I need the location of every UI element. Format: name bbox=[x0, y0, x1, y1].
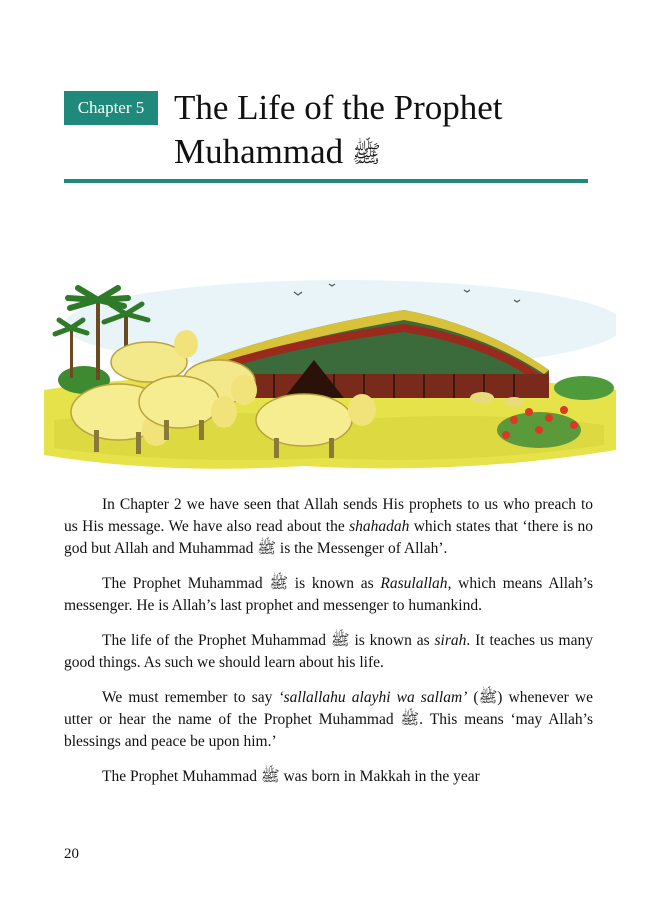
text-run: which states that ‘there is no god but Allah and Muhammad ﷺ is the Messenger of Allah’. bbox=[64, 518, 593, 557]
paragraph-2 bbox=[64, 573, 593, 617]
title-divider bbox=[64, 179, 588, 183]
text-run: , which means Allah’s messenger. He is Allah’s last prophet and messenger to humankind. bbox=[64, 575, 593, 614]
title-line-2 bbox=[174, 130, 503, 177]
page-number: 20 bbox=[64, 846, 79, 862]
italic-term: shahadah bbox=[349, 518, 410, 535]
text-run: The Prophet Muhammad ﷺ is known as bbox=[102, 575, 381, 592]
text-run: The Prophet Muhammad ﷺ was born in Makkah in the year bbox=[102, 768, 480, 785]
paragraph-3 bbox=[64, 630, 593, 674]
page-title bbox=[174, 86, 503, 177]
text-run: . It teaches us many good things. As such we should learn about his life. bbox=[64, 632, 593, 671]
paragraph-5 bbox=[64, 766, 593, 788]
paragraph-1 bbox=[64, 494, 593, 560]
text-run: (ﷺ) whenever we utter or hear the name of the Prophet Muhammad ﷺ. This means ‘may Allah’s blessings and peace be upon him.’ bbox=[64, 689, 593, 750]
text-run: We must remember to say bbox=[102, 689, 279, 706]
italic-term: ‘sallallahu alayhi wa sallam’ bbox=[278, 689, 468, 706]
tent-and-sheep-illustration bbox=[44, 270, 616, 475]
text-run: The life of the Prophet Muhammad ﷺ is known as bbox=[102, 632, 435, 649]
title-line-1: The Life of the Prophet bbox=[174, 88, 503, 127]
italic-term: Rasulallah bbox=[380, 575, 448, 592]
text-run: In Chapter 2 we have seen that Allah sends His prophets to us who preach to us His message. We have also read about the bbox=[64, 496, 593, 535]
title-name: Muhammad bbox=[174, 132, 344, 171]
honorific-glyph: ﷺ bbox=[351, 141, 381, 168]
body-text bbox=[64, 494, 593, 788]
paragraph-4 bbox=[64, 687, 593, 753]
italic-term: sirah bbox=[434, 632, 467, 649]
chapter-badge: Chapter 5 bbox=[64, 91, 158, 125]
